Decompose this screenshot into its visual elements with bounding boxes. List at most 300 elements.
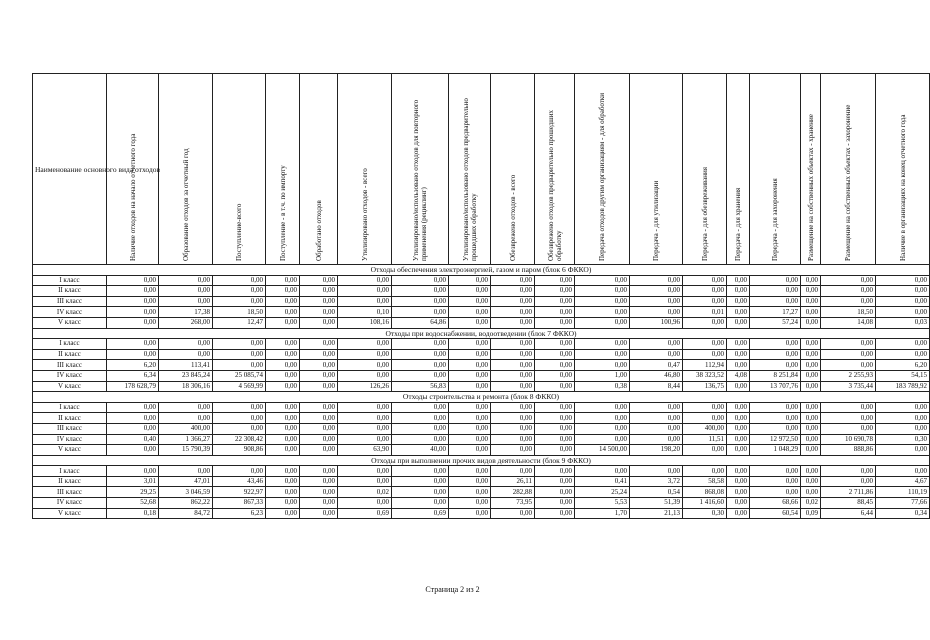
value-cell: 0,00 (876, 339, 930, 350)
page-number: Страница 2 из 2 (425, 585, 480, 594)
value-cell: 0,00 (821, 423, 876, 434)
value-cell: 0,00 (107, 413, 159, 424)
value-cell: 54,15 (876, 370, 930, 381)
value-cell: 18 306,16 (159, 381, 213, 392)
value-cell: 0,00 (392, 296, 449, 307)
value-cell: 0,00 (449, 413, 491, 424)
value-cell: 0,00 (338, 275, 392, 286)
value-cell: 0,00 (449, 360, 491, 371)
value-cell: 0,00 (300, 349, 338, 360)
value-cell: 0,00 (266, 275, 300, 286)
value-cell: 0,00 (575, 466, 630, 477)
column-header-label: Передача - для обезвреживания (700, 166, 709, 261)
value-cell: 21,13 (630, 508, 683, 519)
value-cell: 0,00 (449, 466, 491, 477)
value-cell: 0,00 (300, 508, 338, 519)
column-header-label: Передача - для утилизации (652, 180, 660, 261)
value-cell: 11,51 (683, 434, 727, 445)
value-cell: 0,00 (727, 296, 750, 307)
value-cell: 0,00 (449, 487, 491, 498)
value-cell: 1 416,60 (683, 498, 727, 509)
column-header-label: Передача - для хранения (734, 187, 742, 261)
value-cell: 198,20 (630, 445, 683, 456)
value-cell: 0,00 (449, 349, 491, 360)
value-cell: 0,00 (575, 423, 630, 434)
value-cell: 40,00 (392, 445, 449, 456)
value-cell: 0,00 (213, 423, 266, 434)
value-cell: 0,00 (821, 466, 876, 477)
value-cell: 0,00 (876, 402, 930, 413)
value-cell: 0,00 (801, 413, 821, 424)
value-cell: 0,00 (338, 360, 392, 371)
hazard-class-cell: IV класс (33, 307, 107, 318)
value-cell: 0,00 (266, 508, 300, 519)
value-cell: 0,00 (821, 360, 876, 371)
value-cell: 0,00 (449, 296, 491, 307)
table-row (33, 381, 930, 392)
value-cell: 0,00 (392, 402, 449, 413)
value-cell: 0,00 (449, 317, 491, 328)
value-cell: 0,00 (630, 339, 683, 350)
value-cell: 0,00 (392, 498, 449, 509)
value-cell: 0,00 (491, 423, 535, 434)
value-cell: 0,00 (535, 508, 575, 519)
value-cell: 0,00 (491, 349, 535, 360)
value-cell: 0,00 (392, 275, 449, 286)
value-cell: 0,54 (630, 487, 683, 498)
value-cell: 25 085,74 (213, 370, 266, 381)
value-cell: 4,67 (876, 476, 930, 487)
column-header-label: Размещение на собственных объектах - захоронение (844, 104, 852, 261)
value-cell: 58,58 (683, 476, 727, 487)
value-cell: 0,00 (750, 423, 801, 434)
value-cell: 0,02 (338, 487, 392, 498)
column-header-label: Утилизировано/использовано отходов предварительно прошедших обработку (461, 98, 478, 261)
value-cell: 0,00 (338, 413, 392, 424)
value-cell: 0,00 (801, 434, 821, 445)
value-cell: 3,01 (107, 476, 159, 487)
value-cell: 15 790,39 (159, 445, 213, 456)
value-cell: 0,03 (876, 317, 930, 328)
value-cell: 0,00 (449, 370, 491, 381)
column-header (630, 74, 683, 265)
value-cell: 0,00 (491, 381, 535, 392)
value-cell: 0,00 (338, 296, 392, 307)
value-cell: 0,00 (821, 413, 876, 424)
value-cell: 0,00 (300, 381, 338, 392)
column-header-label: Наличие в организациях на конец отчетного года (898, 114, 907, 261)
value-cell: 0,00 (159, 413, 213, 424)
value-cell: 29,25 (107, 487, 159, 498)
value-cell: 0,00 (107, 307, 159, 318)
value-cell: 0,00 (491, 275, 535, 286)
value-cell: 0,10 (338, 307, 392, 318)
value-cell: 0,00 (683, 275, 727, 286)
value-cell: 0,00 (727, 402, 750, 413)
value-cell: 0,00 (683, 339, 727, 350)
value-cell: 0,00 (801, 349, 821, 360)
value-cell: 0,00 (338, 370, 392, 381)
value-cell: 38 323,52 (683, 370, 727, 381)
value-cell: 0,38 (575, 381, 630, 392)
value-cell: 0,00 (876, 445, 930, 456)
value-cell: 0,00 (575, 360, 630, 371)
value-cell: 0,00 (159, 402, 213, 413)
value-cell: 0,00 (727, 434, 750, 445)
column-header-label: Размещение на собственных объектах - хранение (806, 114, 815, 261)
value-cell: 0,00 (750, 349, 801, 360)
value-cell: 0,00 (449, 434, 491, 445)
value-cell: 0,00 (535, 402, 575, 413)
value-cell: 0,00 (300, 275, 338, 286)
value-cell: 1,00 (575, 370, 630, 381)
column-header (750, 74, 801, 265)
value-cell: 0,00 (300, 445, 338, 456)
column-header-label: Образование отходов за отчетный год (181, 148, 190, 261)
value-cell: 0,00 (801, 307, 821, 318)
table-row (33, 370, 930, 381)
hazard-class-cell: V класс (33, 317, 107, 328)
value-cell: 4 569,99 (213, 381, 266, 392)
value-cell: 0,00 (213, 296, 266, 307)
value-cell: 0,00 (535, 423, 575, 434)
value-cell: 51,39 (630, 498, 683, 509)
value-cell: 0,00 (727, 476, 750, 487)
value-cell: 0,00 (392, 466, 449, 477)
value-cell: 0,00 (107, 349, 159, 360)
column-header-label: Передача - для захоронения (771, 178, 779, 261)
value-cell: 0,00 (107, 339, 159, 350)
hazard-class-cell: IV класс (33, 498, 107, 509)
value-cell: 0,00 (491, 339, 535, 350)
value-cell: 0,00 (575, 339, 630, 350)
value-cell: 888,86 (821, 445, 876, 456)
value-cell: 0,00 (213, 402, 266, 413)
value-cell: 0,00 (575, 286, 630, 297)
value-cell: 84,72 (159, 508, 213, 519)
column-header-label: Поступление-всего (235, 203, 243, 261)
value-cell: 268,00 (159, 317, 213, 328)
value-cell: 0,00 (159, 349, 213, 360)
column-header (491, 74, 535, 265)
value-cell: 0,30 (683, 508, 727, 519)
value-cell: 0,00 (213, 339, 266, 350)
value-cell: 0,30 (876, 434, 930, 445)
value-cell: 0,00 (683, 445, 727, 456)
table-row (33, 360, 930, 371)
value-cell: 0,00 (876, 307, 930, 318)
waste-report-table (32, 73, 930, 519)
value-cell: 0,00 (392, 339, 449, 350)
value-cell: 0,00 (535, 360, 575, 371)
table-row (33, 286, 930, 297)
value-cell: 8 251,84 (750, 370, 801, 381)
value-cell: 0,00 (392, 349, 449, 360)
value-cell: 0,00 (491, 466, 535, 477)
value-cell: 73,95 (491, 498, 535, 509)
hazard-class-cell: V класс (33, 381, 107, 392)
value-cell: 0,00 (727, 275, 750, 286)
hazard-class-cell: IV класс (33, 370, 107, 381)
hazard-class-cell: I класс (33, 275, 107, 286)
value-cell: 0,00 (338, 349, 392, 360)
value-cell: 0,00 (630, 275, 683, 286)
value-cell: 0,00 (535, 370, 575, 381)
value-cell: 0,00 (575, 307, 630, 318)
value-cell: 0,00 (449, 275, 491, 286)
value-cell: 0,00 (266, 370, 300, 381)
value-cell: 56,83 (392, 381, 449, 392)
value-cell: 0,00 (575, 275, 630, 286)
value-cell: 0,00 (535, 339, 575, 350)
value-cell: 0,00 (159, 286, 213, 297)
value-cell: 0,00 (338, 286, 392, 297)
value-cell: 862,22 (159, 498, 213, 509)
value-cell: 178 628,79 (107, 381, 159, 392)
value-cell: 26,11 (491, 476, 535, 487)
value-cell: 6,34 (107, 370, 159, 381)
value-cell: 0,00 (266, 339, 300, 350)
value-cell: 0,00 (821, 339, 876, 350)
value-cell: 0,01 (683, 307, 727, 318)
value-cell: 0,00 (266, 487, 300, 498)
table-row (33, 498, 930, 509)
hazard-class-cell: IV класс (33, 434, 107, 445)
table-row (33, 413, 930, 424)
table-row (33, 445, 930, 456)
hazard-class-cell: II класс (33, 286, 107, 297)
table-row (33, 423, 930, 434)
value-cell: 0,00 (683, 296, 727, 307)
value-cell: 0,00 (876, 413, 930, 424)
value-cell: 0,00 (491, 317, 535, 328)
value-cell: 18,50 (213, 307, 266, 318)
hazard-class-cell: III класс (33, 423, 107, 434)
value-cell: 0,00 (535, 413, 575, 424)
value-cell: 0,00 (821, 476, 876, 487)
value-cell: 0,00 (750, 476, 801, 487)
value-cell: 868,08 (683, 487, 727, 498)
value-cell: 0,00 (491, 360, 535, 371)
value-cell: 47,01 (159, 476, 213, 487)
value-cell: 0,00 (535, 434, 575, 445)
table-row (33, 466, 930, 477)
value-cell: 0,00 (801, 476, 821, 487)
table-row (33, 275, 930, 286)
value-cell: 0,00 (449, 286, 491, 297)
column-header-label: Обработано отходов (314, 200, 323, 261)
table-row (33, 508, 930, 519)
value-cell: 0,00 (491, 296, 535, 307)
value-cell: 0,00 (821, 296, 876, 307)
hazard-class-cell: III класс (33, 487, 107, 498)
value-cell: 0,00 (801, 275, 821, 286)
value-cell: 0,00 (107, 423, 159, 434)
value-cell: 0,00 (801, 402, 821, 413)
value-cell: 25,24 (575, 487, 630, 498)
column-header-label: Поступление - в т.ч. по импорту (278, 165, 287, 261)
value-cell: 0,00 (750, 286, 801, 297)
value-cell: 1 048,29 (750, 445, 801, 456)
value-cell: 0,00 (213, 413, 266, 424)
value-cell: 0,00 (392, 370, 449, 381)
value-cell: 0,00 (159, 296, 213, 307)
value-cell: 0,00 (491, 370, 535, 381)
value-cell: 0,00 (630, 434, 683, 445)
table-row (33, 434, 930, 445)
value-cell: 0,00 (449, 498, 491, 509)
hazard-class-cell: III класс (33, 360, 107, 371)
value-cell: 0,00 (801, 445, 821, 456)
table-row (33, 487, 930, 498)
value-cell: 0,00 (107, 402, 159, 413)
value-cell: 3 735,44 (821, 381, 876, 392)
hazard-class-cell: I класс (33, 466, 107, 477)
value-cell: 0,00 (750, 402, 801, 413)
value-cell: 0,00 (300, 402, 338, 413)
value-cell: 0,00 (107, 286, 159, 297)
value-cell: 0,00 (535, 307, 575, 318)
value-cell: 6,20 (876, 360, 930, 371)
value-cell: 12,47 (213, 317, 266, 328)
hazard-class-cell: V класс (33, 445, 107, 456)
value-cell: 113,41 (159, 360, 213, 371)
value-cell: 0,00 (727, 360, 750, 371)
value-cell: 0,00 (159, 275, 213, 286)
value-cell: 0,00 (300, 434, 338, 445)
value-cell: 0,00 (213, 286, 266, 297)
value-cell: 0,00 (535, 296, 575, 307)
value-cell: 0,00 (392, 413, 449, 424)
value-cell: 13 707,76 (750, 381, 801, 392)
column-header (683, 74, 727, 265)
value-cell: 0,00 (801, 487, 821, 498)
value-cell: 0,00 (266, 307, 300, 318)
value-cell: 0,00 (801, 466, 821, 477)
value-cell: 0,00 (630, 466, 683, 477)
value-cell: 0,00 (266, 498, 300, 509)
value-cell: 0,00 (449, 508, 491, 519)
value-cell: 57,24 (750, 317, 801, 328)
value-cell: 0,00 (801, 381, 821, 392)
value-cell: 0,00 (266, 466, 300, 477)
value-cell: 0,00 (535, 381, 575, 392)
value-cell: 0,00 (300, 296, 338, 307)
value-cell: 0,00 (727, 487, 750, 498)
value-cell: 0,00 (449, 476, 491, 487)
value-cell: 0,00 (727, 339, 750, 350)
value-cell: 0,00 (727, 413, 750, 424)
value-cell: 0,00 (727, 445, 750, 456)
value-cell: 0,00 (750, 296, 801, 307)
value-cell: 6,20 (107, 360, 159, 371)
value-cell: 0,00 (266, 413, 300, 424)
value-cell: 14 500,00 (575, 445, 630, 456)
column-header-label: Передача отходов другим организациям - для обработки (598, 92, 606, 261)
hazard-class-cell: III класс (33, 296, 107, 307)
column-header-label: Утилизировано/использовано отходов для повторного применения (рециклинг) (412, 99, 428, 261)
value-cell: 14,08 (821, 317, 876, 328)
value-cell: 6,23 (213, 508, 266, 519)
value-cell: 0,18 (107, 508, 159, 519)
value-cell: 0,00 (107, 275, 159, 286)
value-cell: 0,00 (821, 275, 876, 286)
section-header-row (33, 455, 930, 466)
value-cell: 0,00 (266, 402, 300, 413)
hazard-class-cell: I класс (33, 402, 107, 413)
value-cell: 88,45 (821, 498, 876, 509)
value-cell: 0,00 (750, 466, 801, 477)
value-cell: 108,16 (338, 317, 392, 328)
value-cell: 0,00 (107, 296, 159, 307)
value-cell: 0,00 (392, 487, 449, 498)
value-cell: 0,00 (876, 286, 930, 297)
value-cell: 100,96 (630, 317, 683, 328)
value-cell: 400,00 (683, 423, 727, 434)
column-header-waste-type: Наименование основного вида отходов (33, 74, 107, 265)
value-cell: 0,00 (750, 339, 801, 350)
value-cell: 0,00 (575, 413, 630, 424)
value-cell: 0,00 (300, 286, 338, 297)
value-cell: 60,54 (750, 508, 801, 519)
value-cell: 0,00 (535, 487, 575, 498)
value-cell: 0,00 (300, 360, 338, 371)
hazard-class-cell: II класс (33, 476, 107, 487)
value-cell: 0,34 (876, 508, 930, 519)
value-cell: 0,00 (300, 413, 338, 424)
value-cell: 0,00 (801, 370, 821, 381)
value-cell: 0,00 (876, 275, 930, 286)
value-cell: 0,00 (300, 423, 338, 434)
column-header-label: Наличие отходов на начало отчетного года (128, 133, 137, 261)
value-cell: 0,00 (392, 286, 449, 297)
value-cell: 908,86 (213, 445, 266, 456)
value-cell: 1 366,27 (159, 434, 213, 445)
table-row (33, 476, 930, 487)
value-cell: 43,46 (213, 476, 266, 487)
value-cell: 0,00 (300, 370, 338, 381)
value-cell: 18,50 (821, 307, 876, 318)
value-cell: 0,00 (727, 508, 750, 519)
value-cell: 23 845,24 (159, 370, 213, 381)
value-cell: 0,00 (801, 296, 821, 307)
value-cell: 0,00 (107, 466, 159, 477)
value-cell: 2 711,86 (821, 487, 876, 498)
value-cell: 0,00 (491, 413, 535, 424)
value-cell: 0,00 (300, 498, 338, 509)
value-cell: 0,00 (491, 508, 535, 519)
value-cell: 0,00 (727, 317, 750, 328)
column-header (727, 74, 750, 265)
value-cell: 400,00 (159, 423, 213, 434)
hazard-class-cell: V класс (33, 508, 107, 519)
value-cell: 922,97 (213, 487, 266, 498)
value-cell: 0,00 (876, 466, 930, 477)
value-cell: 0,00 (266, 317, 300, 328)
value-cell: 0,00 (727, 286, 750, 297)
value-cell: 0,00 (575, 317, 630, 328)
value-cell: 4,08 (727, 370, 750, 381)
value-cell: 0,00 (338, 466, 392, 477)
value-cell: 0,00 (266, 423, 300, 434)
value-cell: 0,00 (535, 466, 575, 477)
value-cell: 0,00 (159, 466, 213, 477)
table-row (33, 402, 930, 413)
value-cell: 68,66 (750, 498, 801, 509)
value-cell: 0,00 (213, 275, 266, 286)
value-cell: 0,00 (575, 296, 630, 307)
value-cell: 0,00 (727, 349, 750, 360)
